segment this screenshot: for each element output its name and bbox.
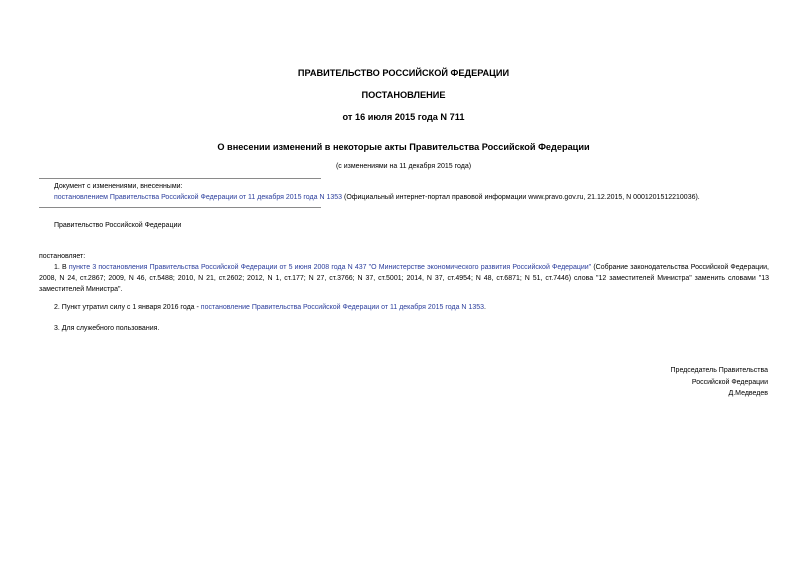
amendment-link[interactable]: постановлением Правительства Российской Федерации от 11 декабря 2015 года N 1353 bbox=[54, 194, 343, 201]
revision-note: (с изменениями на 11 декабря 2015 года) bbox=[335, 163, 472, 170]
item-2-paragraph bbox=[54, 302, 486, 313]
item-1-suffix: (Собрание законодательства Российской Федерации, 2008, N 24, ст.2867; 2009, N 46, ст.5488; 2010, N 21, ст.2602; 2012, N 1, ст.177; N 27, ст.3766; N 37, ст.5001; 2014, N 37, ст.4954; N 48, ст.6871; N 51, ст.7446) слова "12 заместителей Министра" заменить словами "13 заместителей Министра". bbox=[39, 264, 770, 293]
issuer-line: Правительство Российской Федерации bbox=[54, 222, 182, 229]
amendments-top-divider bbox=[39, 178, 321, 179]
item-2-prefix: 2. Пункт утратил силу с 1 января 2016 года - bbox=[54, 304, 201, 311]
document-type-heading: ПОСТАНОВЛЕНИЕ bbox=[361, 90, 446, 100]
date-number-heading: от 16 июля 2015 года N 711 bbox=[342, 112, 465, 122]
authority-heading: ПРАВИТЕЛЬСТВО РОССИЙСКОЙ ФЕДЕРАЦИИ bbox=[297, 68, 510, 78]
document-title: О внесении изменений в некоторые акты Правительства Российской Федерации bbox=[217, 142, 590, 152]
item-3-paragraph: 3. Для служебного пользования. bbox=[54, 325, 160, 332]
signature-block bbox=[671, 365, 768, 400]
signature-org: Российской Федерации bbox=[691, 378, 768, 386]
item-2-link[interactable]: постановление Правительства Российской Федерации от 11 декабря 2015 года N 1353 bbox=[200, 304, 485, 311]
item-1-paragraph bbox=[39, 262, 769, 295]
amendments-bottom-divider bbox=[39, 207, 321, 208]
amendments-entry bbox=[54, 192, 700, 203]
signature-name: Д.Медведев bbox=[728, 390, 768, 397]
item-1-prefix: 1. В bbox=[54, 264, 69, 271]
amendment-source: (Официальный интернет-портал правовой информации www.pravo.gov.ru, 21.12.2015, N 0001201512210036). bbox=[342, 194, 700, 201]
amendments-heading: Документ с изменениями, внесенными: bbox=[54, 183, 183, 190]
decree-word: постановляет: bbox=[39, 253, 86, 260]
signature-position: Председатель Правительства bbox=[670, 367, 768, 374]
item-1-link[interactable]: пункте 3 постановления Правительства Российской Федерации от 5 июня 2008 года N 437 "О Министерстве экономического развития Российской Федерации" bbox=[68, 264, 592, 271]
item-2-suffix: . bbox=[484, 304, 486, 311]
